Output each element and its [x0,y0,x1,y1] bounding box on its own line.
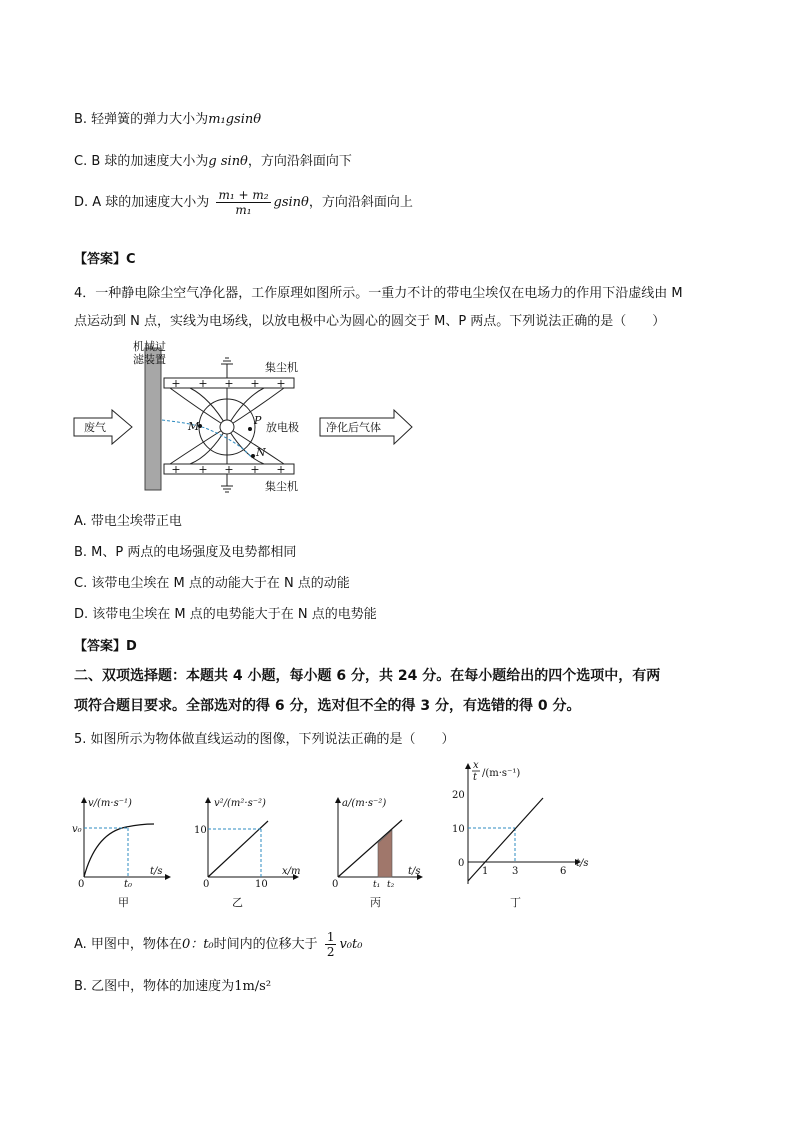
q5-option-a-text: A. 甲图中，物体在 [74,937,182,952]
q3-option-c-tail: ，方向沿斜面向下 [247,154,352,169]
yi-x-label: x/m [282,866,301,877]
ding-origin: 0 [458,858,465,869]
filter-label-line-1: 机械过 [133,340,166,353]
plus-sign: + [171,463,181,476]
collector-top-label: 集尘机 [265,361,298,374]
graph-ding [452,760,589,909]
point-p [248,427,252,431]
yi-origin: 0 [203,879,210,890]
ding-x6: 6 [560,866,567,877]
bing-t2: t₂ [387,880,395,890]
q3-option-c [74,150,352,169]
label-p: P [254,414,262,427]
section-2-header-line-2: 项符合题目要求。全部选对的得 6 分，选对但不全的得 3 分，有选错的得 0 分。 [74,698,581,714]
ding-y-label-numerator: x [473,760,479,771]
bing-t1: t₁ [373,880,381,890]
ground-symbol-bottom [221,474,233,492]
yi-y-label: v²/(m²·s⁻²) [214,798,266,809]
yi-y10: 10 [194,825,207,836]
q3-option-b [74,108,261,127]
bing-y-label: a/(m·s⁻²) [342,798,387,809]
q3-option-c-formula: g sinθ [208,154,248,169]
plus-sign: + [250,463,260,476]
q5-option-a-interval: 0：t₀ [181,937,214,952]
graph-bing [332,798,422,909]
q5-option-a-numerator: 1 [326,930,335,944]
q5-graphs [70,756,610,912]
waste-gas-label: 废气 [84,421,106,434]
q3-option-d [74,188,413,217]
q3-option-c-text: C. B 球的加速度大小为 [74,154,209,169]
discharge-electrode [220,420,234,434]
v-t-curve [84,824,154,877]
ding-y-label-denominator: t [473,772,478,783]
q5-stem: 5. 如图所示为物体做直线运动的图像，下列说法正确的是（ ） [74,732,455,747]
filter-label-line-2: 滤装置 [133,353,166,366]
jia-x-label: t/s [150,866,163,877]
plus-sign: + [224,377,234,390]
ding-x3: 3 [512,866,519,877]
plus-sign: + [224,463,234,476]
q3-option-d-text: D. A 球的加速度大小为 [74,195,210,210]
a-t-line [338,820,402,877]
section-2-header-line-1: 二、双项选择题：本题共 4 小题，每小题 6 分，共 24 分。在每小题给出的四个选项中，有两 [74,668,661,684]
q3-option-d-denominator: m₁ [235,203,252,217]
discharge-label: 放电极 [266,421,299,434]
q4-stem-line-1: 4．一种静电除尘空气净化器，工作原理如图所示。一重力不计的带电尘埃仅在电场力的作用下沿虚线由 M [74,286,683,301]
q5-option-a-formula: v₀t₀ [339,937,363,952]
jia-caption: 甲 [118,896,129,909]
graph-jia [72,798,170,909]
plus-sign: + [250,377,260,390]
q3-option-d-tail: ，方向沿斜面向上 [308,195,413,210]
bing-caption: 丙 [370,896,381,909]
point-n [251,454,255,458]
q3-answer: 【答案】C [74,252,136,267]
q4-option-b: B. M、P 两点的电场强度及电势都相同 [74,545,297,560]
ding-x1: 1 [482,866,489,877]
q5-option-a [74,930,362,959]
q3-option-d-formula: gsinθ [273,195,309,210]
label-m: M [188,420,200,433]
plus-sign: + [198,377,208,390]
x-over-t-line [468,798,543,881]
jia-v0-label: v₀ [72,824,82,835]
plus-sign: + [276,463,286,476]
label-n: N [256,446,266,459]
bing-x-label: t/s [408,866,421,877]
q3-option-d-numerator: m₁ + m₂ [218,188,269,202]
yi-caption: 乙 [232,896,243,909]
ding-caption: 丁 [510,896,521,909]
ding-y-label-unit: /(m·s⁻¹) [482,768,521,779]
clean-gas-label: 净化后气体 [326,421,381,434]
q3-option-b-formula: m₁gsinθ [208,112,262,127]
collector-bottom-label: 集尘机 [265,480,298,493]
jia-origin: 0 [78,879,85,890]
q4-stem-line-2: 点运动到 N 点，实线为电场线，以放电极中心为圆心的圆交于 M、P 两点。下列说法正确的是（ ） [74,314,666,329]
q4-option-c: C. 该带电尘埃在 M 点的动能大于在 N 点的动能 [74,576,350,591]
ding-y10: 10 [452,824,465,835]
bing-origin: 0 [332,879,339,890]
q3-option-b-text: B. 轻弹簧的弹力大小为 [74,112,209,127]
q4-option-a: A. 带电尘埃带正电 [74,514,182,529]
ding-x-label: t/s [576,858,589,869]
q3-option-d-fraction [216,188,270,217]
jia-y-label: v/(m·s⁻¹) [88,798,132,809]
q4-option-d: D. 该带电尘埃在 M 点的电势能大于在 N 点的电势能 [74,607,377,622]
plus-sign: + [276,377,286,390]
q5-option-b [74,975,271,994]
ground-symbol-top [221,358,233,378]
jia-t0-label: t₀ [124,879,133,890]
q5-option-b-text: B. 乙图中，物体的加速度为 [74,979,235,994]
q5-option-b-formula: 1m/s² [234,979,272,994]
q5-option-a-fraction [325,930,337,959]
shaded-area [378,830,392,877]
ding-y20: 20 [452,790,465,801]
q4-precipitator-figure [70,338,420,498]
filter-device [145,348,161,490]
q5-option-a-denominator: 2 [326,945,335,959]
graph-yi [194,798,301,909]
q4-answer: 【答案】D [74,639,137,654]
q5-option-a-mid: 时间内的位移大于 [213,937,318,952]
plus-sign: + [171,377,181,390]
yi-x10: 10 [255,879,268,890]
plus-sign: + [198,463,208,476]
